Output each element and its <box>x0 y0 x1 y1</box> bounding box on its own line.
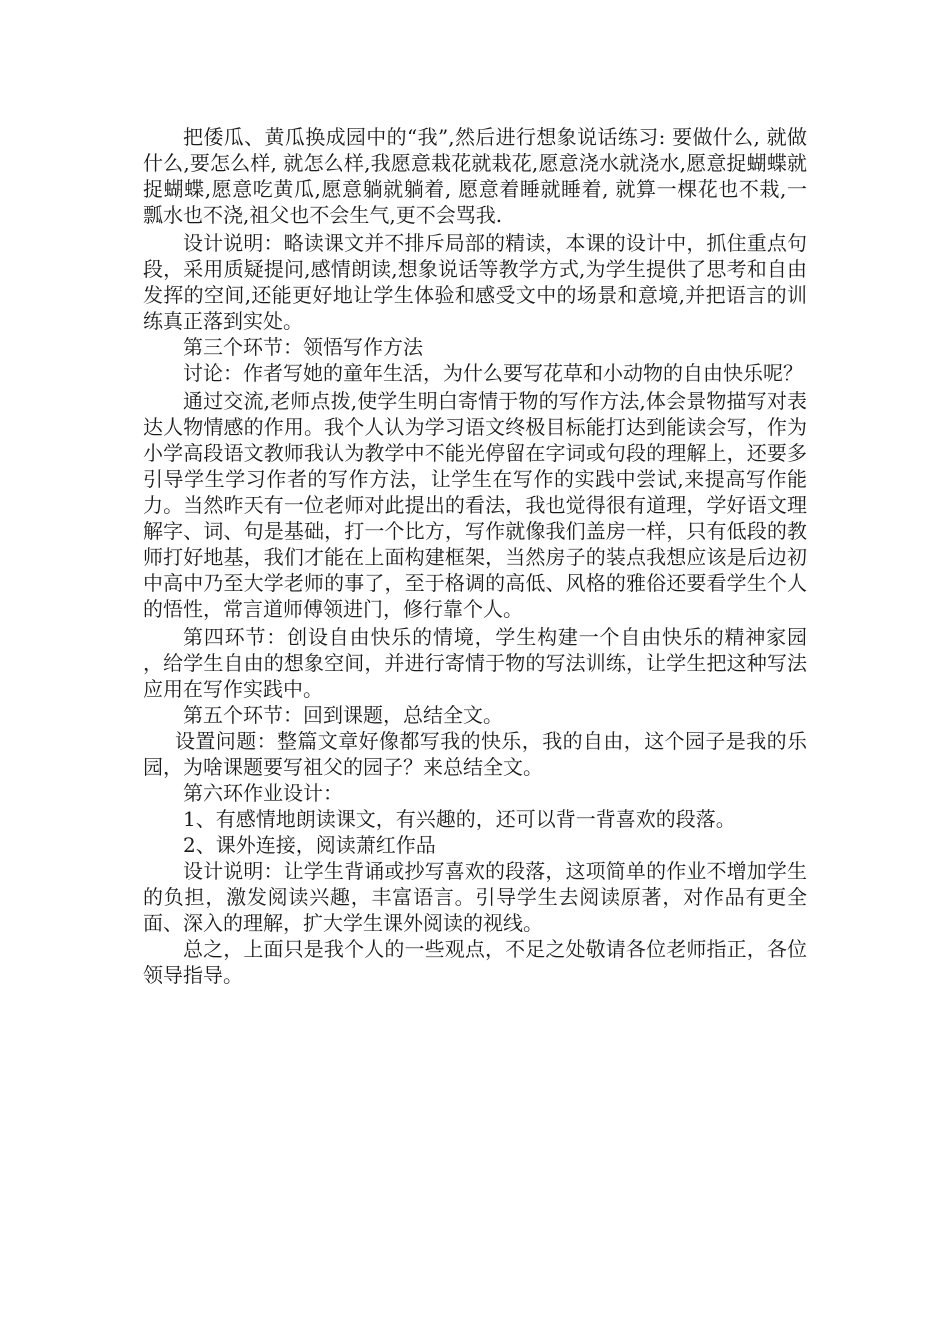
paragraph-conclusion: 总之，上面只是我个人的一些观点，不足之处敬请各位老师指正，各位领导指导。 <box>143 937 807 987</box>
heading-step-six: 第六环作业设计： <box>183 781 343 805</box>
document-body <box>143 124 807 988</box>
homework-item-2: 2、课外连接，阅读萧红作品 <box>183 833 436 857</box>
paragraph-design-note-2: 设计说明：让学生背诵或抄写喜欢的段落，这项简单的作业不增加学生的负担，激发阅读兴趣，丰富语言。引导学生去阅读原著，对作品有更全面、深入的理解，扩大学生课外阅读的视线。 <box>143 859 807 935</box>
heading-step-three: 第三个环节：领悟写作方法 <box>183 335 423 359</box>
paragraph-discussion: 讨论：作者写她的童年生活，为什么要写花草和小动物的自由快乐呢？ <box>183 361 803 385</box>
paragraph-writing-method: 通过交流,老师点拨,使学生明白寄情于物的写作方法,体会景物描写对表达人物情感的作用。我个人认为学习语文终极目标能打达到能读会写，作为小学高段语文教师我认为教学中不能光停留在字词或句段的理解上，还要多引导学生学习作者的写作方法，让学生在写作的实践中尝试,来提高写作能力。当然昨天有一位老师对此提出的看法，我也觉得很有道理，学好语文理解字、词、句是基础，打一个比方，写作就像我们盖房一样，只有低段的教师打好地基，我们才能在上面构建框架，当然房子的装点我想应该是后边初中高中乃至大学老师的事了，至于格调的高低、风格的雅俗还要看学生个人的悟性，常言道师傅领进门，修行靠个人。 <box>143 389 807 621</box>
heading-step-five: 第五个环节：回到课题，总结全文。 <box>183 703 503 727</box>
paragraph-question: 设置问题：整篇文章好像都写我的快乐，我的自由，这个园子是我的乐园，为啥课题要写祖父的园子？来总结全文。 <box>143 729 807 779</box>
paragraph-imagination-exercise: 把倭瓜、黄瓜换成园中的“我”,然后进行想象说话练习: 要做什么, 就做什么,要怎么样, 就怎么样,我愿意栽花就栽花,愿意浇水就浇水,愿意捉蝴蝶就捉蝴蝶,愿意吃黄瓜,愿意躺就躺着, 愿意着睡就睡着, 就算一棵花也不栽,一瓢水也不浇,祖父也不会生气,更不会骂我. <box>143 125 807 227</box>
heading-step-four: 第四环节：创设自由快乐的情境，学生构建一个自由快乐的精神家园 ，给学生自由的想象空间，并进行寄情于物的写法训练，让学生把这种写法应用在写作实践中。 <box>143 625 807 701</box>
paragraph-design-note-1: 设计说明：略读课文并不排斥局部的精读，本课的设计中，抓住重点句段，采用质疑提问,感情朗读,想象说话等教学方式,为学生提供了思考和自由发挥的空间,还能更好地让学生体验和感受文中的场景和意境,并把语言的训练真正落到实处。 <box>143 231 807 333</box>
homework-item-1: 1、有感情地朗读课文，有兴趣的，还可以背一背喜欢的段落。 <box>183 807 736 831</box>
